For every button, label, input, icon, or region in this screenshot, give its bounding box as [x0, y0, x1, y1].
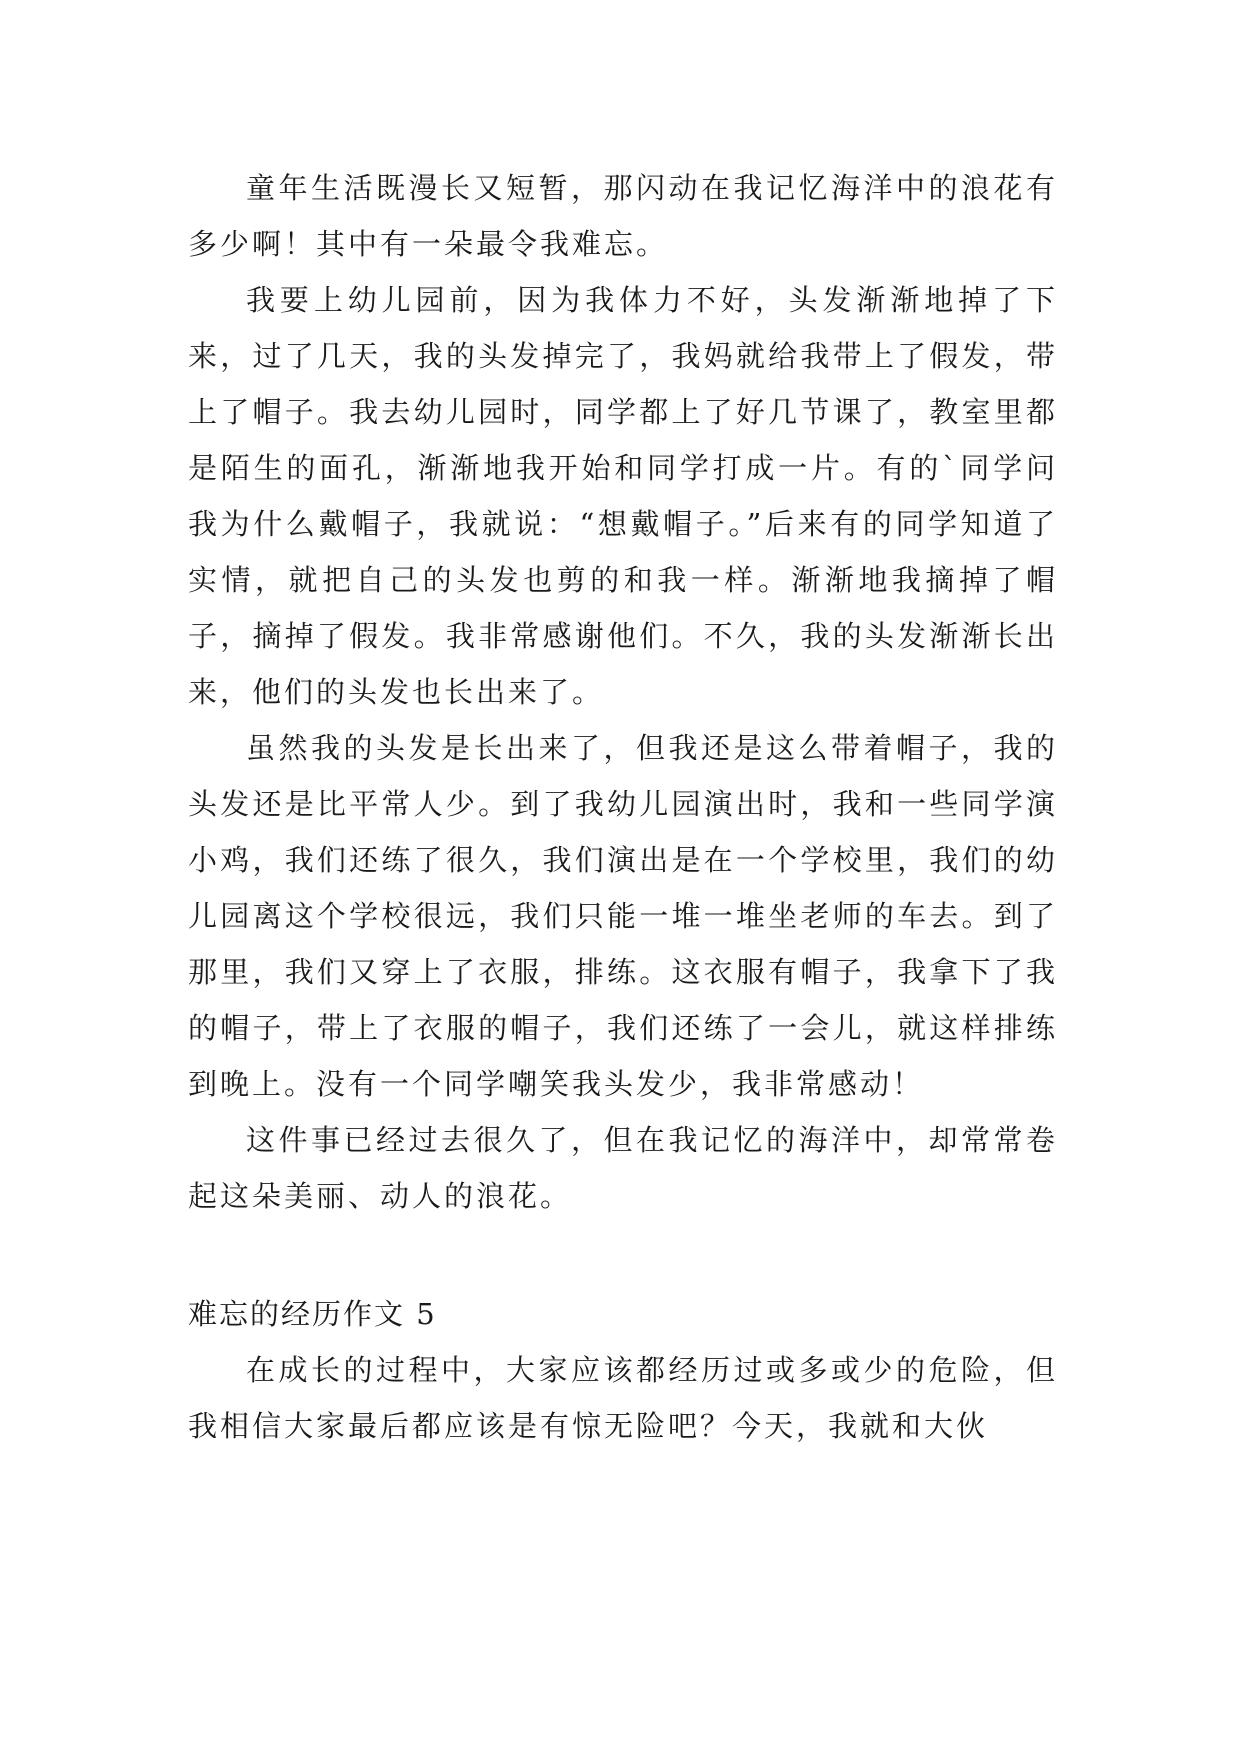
document-body	[188, 160, 1058, 1454]
paragraph-4: 这件事已经过去很久了，但在我记忆的海洋中，却常常卷起这朵美丽、动人的浪花。	[188, 1123, 1058, 1213]
paragraph-1: 童年生活既漫长又短暂，那闪动在我记忆海洋中的浪花有多少啊！其中有一朵最令我难忘。	[188, 171, 1058, 261]
paragraph-3: 虽然我的头发是长出来了，但我还是这么带着帽子，我的头发还是比平常人少。到了我幼儿园演出时，我和一些同学演小鸡，我们还练了很久，我们演出是在一个学校里，我们的幼儿园离这个学校很远，我们只能一堆一堆坐老师的车去。到了那里，我们又穿上了衣服，排练。这衣服有帽子，我拿下了我的帽子，带上了衣服的帽子，我们还练了一会儿，就这样排练到晚上。没有一个同学嘲笑我头发少，我非常感动！	[188, 731, 1058, 1101]
paragraph-5: 在成长的过程中，大家应该都经历过或多或少的危险，但我相信大家最后都应该是有惊无险吧？今天，我就和大伙	[188, 1353, 1058, 1443]
section-title: 难忘的经历作文 5	[188, 1297, 437, 1331]
paragraph-2: 我要上幼儿园前，因为我体力不好，头发渐渐地掉了下来，过了几天，我的头发掉完了，我妈就给我带上了假发，带上了帽子。我去幼儿园时，同学都上了好几节课了，教室里都是陌生的面孔，渐渐地我开始和同学打成一片。有的`同学问我为什么戴帽子，我就说：“想戴帽子。”后来有的同学知道了实情，就把自己的头发也剪的和我一样。渐渐地我摘掉了帽子，摘掉了假发。我非常感谢他们。不久，我的头发渐渐长出来，他们的头发也长出来了。	[188, 283, 1058, 709]
